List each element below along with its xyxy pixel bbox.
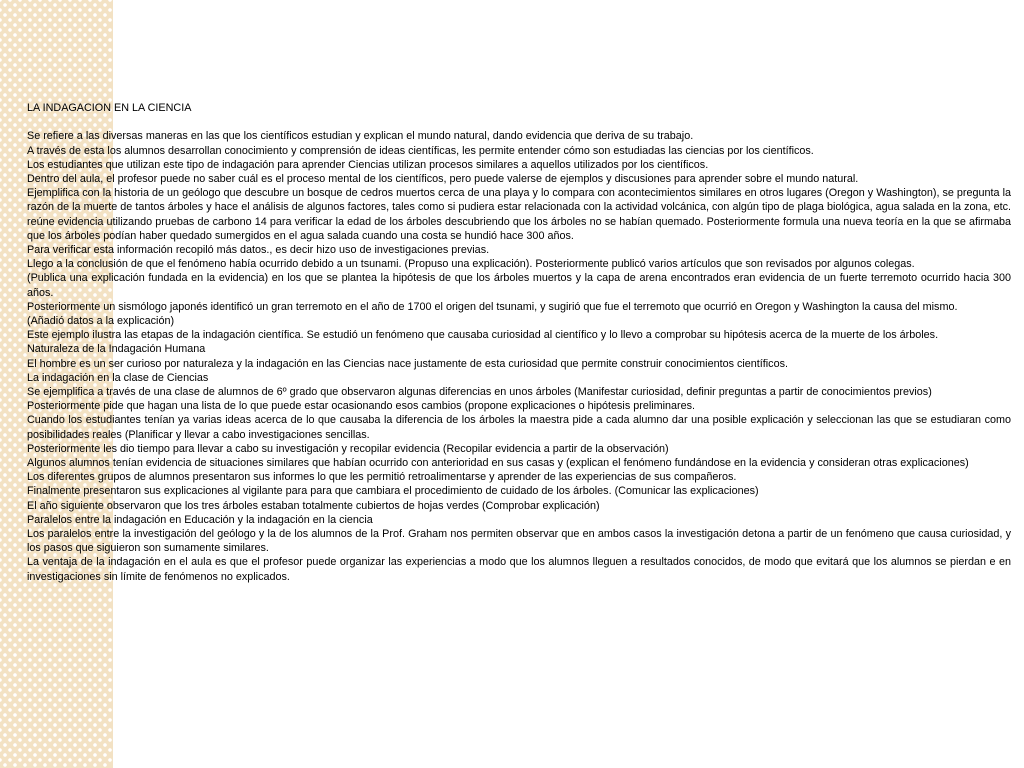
paragraph: Los paralelos entre la investigación del geólogo y la de los alumnos de la Prof. Graham nos permiten observar que en ambos casos la investigación detona a partir de un fenómeno que causa curiosidad, y los pasos que siguieron son sumamente similares. <box>27 528 1011 555</box>
document-title: LA INDAGACION EN LA CIENCIA <box>27 102 192 114</box>
paragraph: El año siguiente observaron que los tres árboles estaban totalmente cubiertos de hojas verdes (Comprobar explicación) <box>27 499 600 512</box>
paragraph: Cuando los estudiantes tenían ya varias ideas acerca de lo que causaba la diferencia de los árboles la maestra pide a cada alumno dar una posible explicación y seleccionan las que se estudiaran como posibilidades reales (Planificar y llevar a cabo investigaciones sencillas. <box>27 414 1011 441</box>
paragraph: Ejemplifica con la historia de un geólogo que descubre un bosque de cedros muertos cerca de una playa y lo compara con acontecimientos similares en otros lugares (Oregon y Washington), se pregunta la razón de la muerte de tantos árboles y hace el análisis de algunos factores, tales como si pudiera estar relacionada con la actividad volcánica, con algún tipo de plaga biológica, agua salada en la zona, etc. reúne evidencia utilizando pruebas de carbono 14 para verificar la edad de los árboles descubriendo que los árboles no se habían quemado. Posteriormente formula una nueva teoría en la que se afirmaba que los árboles podían haber quedado sumergidos en el agua salada cuando una costa se hundió hace 300 años. <box>27 187 1011 242</box>
paragraph: Posteriormente pide que hagan una lista de lo que puede estar ocasionando esos cambios (propone explicaciones o hipótesis preliminares. <box>27 400 696 413</box>
paragraph: Este ejemplo ilustra las etapas de la indagación científica. Se estudió un fenómeno que causaba curiosidad al científico y lo llevo a comprobar su hipótesis acerca de la muerte de los árboles. <box>27 329 939 342</box>
paragraph: Posteriormente un sismólogo japonés identificó un gran terremoto en el año de 1700 el origen del tsunami, y sugirió que fue el terremoto que ocurrió en Oregon y Washington la causa del mismo. <box>27 300 958 313</box>
section-heading: La indagación en la clase de Ciencias <box>27 371 209 384</box>
paragraph: Finalmente presentaron sus explicaciones al vigilante para para que cambiara el procedimiento de cuidado de los árboles. (Comunicar las explicaciones) <box>27 485 759 498</box>
paragraph: Los diferentes grupos de alumnos presentaron sus informes lo que les permitió retroalimentarse y aprender de las experiencias de sus compañeros. <box>27 471 737 484</box>
paragraph: (Publica una explicación fundada en la evidencia) en los que se plantea la hipótesis de que los árboles muertos y la capa de arena encontrados eran evidencia de un fuerte terremoto ocurrido hacia 300 años. <box>27 272 1011 299</box>
paragraph: Algunos alumnos tenían evidencia de situaciones similares que habían ocurrido con anterioridad en sus casas y (explican el fenómeno fundándose en la evidencia y consideran otras explicaciones) <box>27 457 969 470</box>
section-heading: Naturaleza de la Indagación Humana <box>27 343 206 356</box>
paragraph: El hombre es un ser curioso por naturaleza y la indagación en las Ciencias nace justamente de esta curiosidad que permite construir conocimientos científicos. <box>27 357 788 370</box>
paragraph: Los estudiantes que utilizan este tipo de indagación para aprender Ciencias utilizan procesos similares a aquellos utilizados por los científicos. <box>27 158 709 171</box>
paragraph: Se refiere a las diversas maneras en las que los científicos estudian y explican el mundo natural, dando evidencia que deriva de su trabajo. <box>27 130 694 143</box>
paragraph: La ventaja de la indagación en el aula es que el profesor puede organizar las experiencias a modo que los alumnos lleguen a resultados conocidos, de modo que evitará que los alumnos se pierdan e en investigaciones sin límite de fenómenos no explicados. <box>27 556 1011 583</box>
document-body <box>27 101 1011 584</box>
paragraph: Para verificar esta información recopiló más datos., es decir hizo uso de investigaciones previas. <box>27 244 490 257</box>
paragraph: Posteriormente les dio tiempo para llevar a cabo su investigación y recopilar evidencia (Recopilar evidencia a partir de la observación) <box>27 442 669 455</box>
paragraph: Llego a la conclusión de que el fenómeno había ocurrido debido a un tsunami. (Propuso una explicación). Posteriormente publicó varios artículos que son revisados por algunos colegas. <box>27 258 915 271</box>
paragraph: Dentro del aula, el profesor puede no saber cuál es el proceso mental de los científicos, pero puede valerse de ejemplos y discusiones para aprender sobre el mundo natural. <box>27 173 859 185</box>
section-heading: Paralelos entre la indagación en Educación y la indagación en la ciencia <box>27 513 373 526</box>
paragraph: Se ejemplifica a través de una clase de alumnos de 6º grado que observaron algunas diferencias en unos árboles (Manifestar curiosidad, definir preguntas a partir de conocimientos previos) <box>27 386 932 399</box>
paragraph: A través de esta los alumnos desarrollan conocimiento y comprensión de ideas científicas, les permite entender cómo son estudiadas las ciencias por los científicos. <box>27 144 814 157</box>
paragraph: (Añadió datos a la explicación) <box>27 315 175 328</box>
